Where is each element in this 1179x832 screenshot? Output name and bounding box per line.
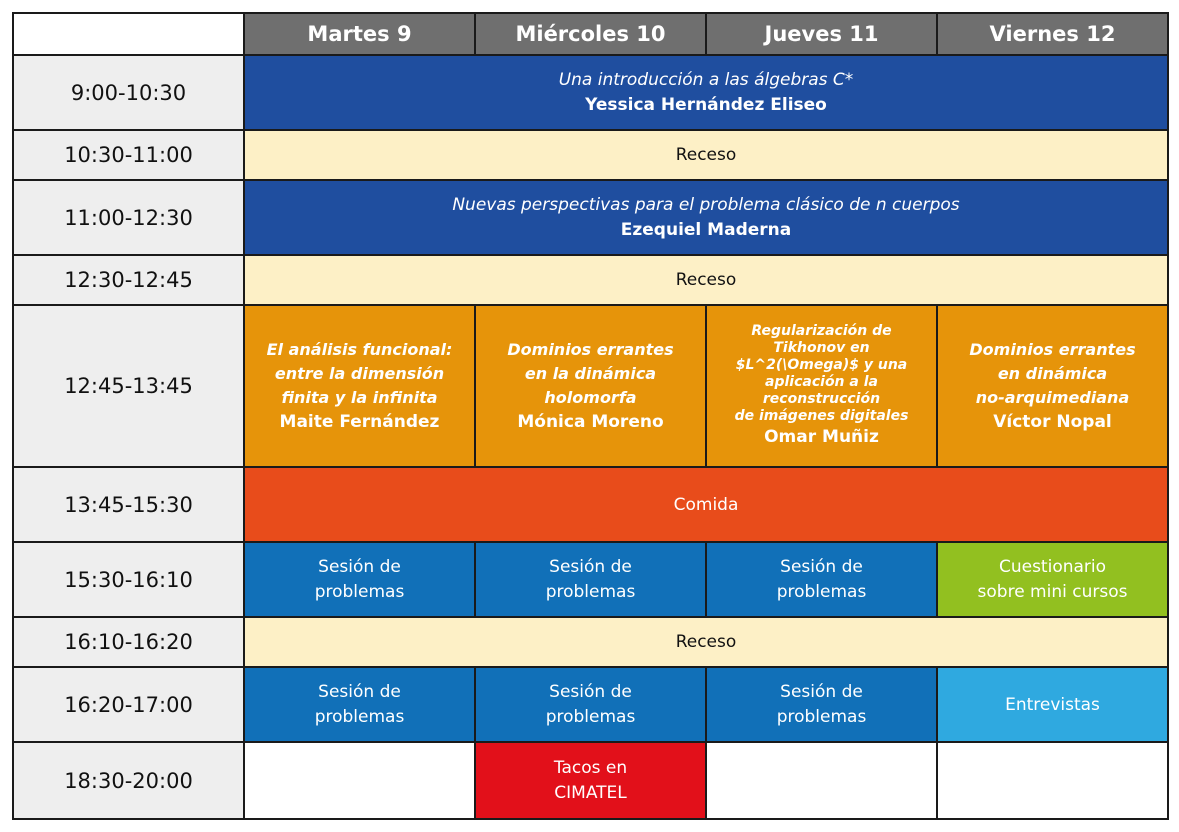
- session-label-line: Sesión de: [780, 681, 863, 702]
- session-label-line: Sesión de: [318, 681, 401, 702]
- talk-speaker: Omar Muñiz: [764, 427, 879, 447]
- session-label-line: problemas: [545, 581, 636, 602]
- time-slot: 12:30-12:45: [13, 255, 244, 305]
- time-slot: 18:30-20:00: [13, 742, 244, 819]
- course-title: Nuevas perspectivas para el problema clásico de n cuerpos: [452, 194, 960, 215]
- talk-block: [244, 305, 475, 467]
- table-row: [13, 467, 1168, 542]
- table-row: [13, 55, 1168, 130]
- course-speaker: Yessica Hernández Eliseo: [585, 94, 827, 115]
- table-row: [13, 667, 1168, 742]
- talk-title-line: Regularización de: [751, 323, 892, 339]
- tacos-block: [475, 742, 706, 819]
- recess-block: Receso: [244, 255, 1168, 305]
- time-slot: 9:00-10:30: [13, 55, 244, 130]
- talk-title-line: $L^2(\Omega)$ y una: [735, 357, 908, 373]
- time-slot: 16:10-16:20: [13, 617, 244, 667]
- table-row: [13, 305, 1168, 467]
- talk-title-line: reconstrucción: [762, 391, 881, 407]
- session-block: [244, 542, 475, 617]
- talk-title-line: no-arquimediana: [975, 388, 1130, 407]
- lunch-block: Comida: [244, 467, 1168, 542]
- talk-title-line: holomorfa: [544, 388, 637, 407]
- talk-speaker: Maite Fernández: [279, 412, 440, 432]
- table-row: [13, 255, 1168, 305]
- time-slot: 12:45-13:45: [13, 305, 244, 467]
- talk-title-line: entre la dimensión: [274, 364, 445, 383]
- empty-cell: [244, 742, 475, 819]
- talk-speaker: Víctor Nopal: [993, 412, 1112, 432]
- recess-block: Receso: [244, 617, 1168, 667]
- tacos-label-line: CIMATEL: [554, 782, 627, 803]
- talk-title-line: Tikhonov en: [773, 340, 870, 356]
- talk-title-line: de imágenes digitales: [734, 408, 909, 424]
- corner-cell: [13, 13, 244, 55]
- talk-title-line: finita y la infinita: [281, 388, 438, 407]
- talk-title-line: Dominios errantes: [969, 340, 1136, 359]
- session-label-line: problemas: [776, 581, 867, 602]
- session-block: [706, 667, 937, 742]
- talk-title-line: en dinámica: [997, 364, 1108, 383]
- time-slot: 16:20-17:00: [13, 667, 244, 742]
- questionnaire-block: [937, 542, 1168, 617]
- talk-title-line: en la dinámica: [524, 364, 657, 383]
- talk-block: [475, 305, 706, 467]
- time-slot: 10:30-11:00: [13, 130, 244, 180]
- empty-cell: [937, 742, 1168, 819]
- talk-block: [706, 305, 937, 467]
- session-block: [244, 667, 475, 742]
- session-label-line: Sesión de: [780, 556, 863, 577]
- header-row: [13, 13, 1168, 55]
- session-label-line: problemas: [314, 581, 405, 602]
- time-slot: 11:00-12:30: [13, 180, 244, 255]
- day-header-thursday: Jueves 11: [706, 13, 937, 55]
- session-label-line: Sesión de: [549, 556, 632, 577]
- table-row: [13, 542, 1168, 617]
- schedule-table: [12, 12, 1169, 820]
- talk-title-line: aplicación a la: [765, 374, 878, 390]
- empty-cell: [706, 742, 937, 819]
- table-row: [13, 180, 1168, 255]
- day-header-tuesday: Martes 9: [244, 13, 475, 55]
- talk-title-line: Dominios errantes: [507, 340, 674, 359]
- day-header-friday: Viernes 12: [937, 13, 1168, 55]
- course-block: [244, 55, 1168, 130]
- table-row: [13, 130, 1168, 180]
- talk-speaker: Mónica Moreno: [517, 412, 664, 432]
- course-title: Una introducción a las álgebras C*: [558, 69, 854, 90]
- session-label-line: Sesión de: [318, 556, 401, 577]
- questionnaire-label-line: Cuestionario: [998, 556, 1107, 577]
- session-block: [706, 542, 937, 617]
- course-block: [244, 180, 1168, 255]
- table-row: [13, 617, 1168, 667]
- session-label-line: problemas: [776, 706, 867, 727]
- session-block: [475, 667, 706, 742]
- session-label-line: problemas: [314, 706, 405, 727]
- recess-block: Receso: [244, 130, 1168, 180]
- talk-title-line: El análisis funcional:: [266, 340, 453, 359]
- time-slot: 13:45-15:30: [13, 467, 244, 542]
- session-label-line: problemas: [545, 706, 636, 727]
- questionnaire-label-line: sobre mini cursos: [977, 581, 1128, 602]
- course-speaker: Ezequiel Maderna: [620, 219, 792, 240]
- time-slot: 15:30-16:10: [13, 542, 244, 617]
- tacos-label-line: Tacos en: [553, 757, 628, 778]
- day-header-wednesday: Miércoles 10: [475, 13, 706, 55]
- talk-block: [937, 305, 1168, 467]
- session-label-line: Sesión de: [549, 681, 632, 702]
- session-block: [475, 542, 706, 617]
- interviews-block: Entrevistas: [937, 667, 1168, 742]
- table-row: [13, 742, 1168, 819]
